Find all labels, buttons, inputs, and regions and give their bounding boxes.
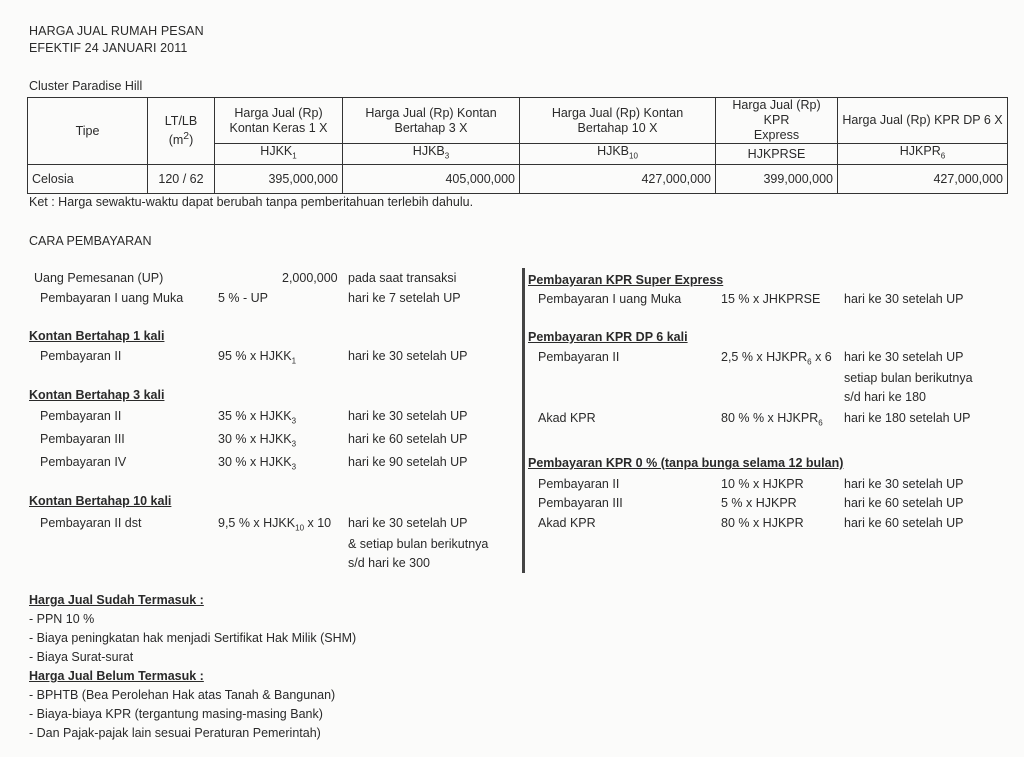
header-ltlb: LT/LB $(m^2)$ [148, 98, 215, 165]
k0-r1-label: Pembayaran II [538, 477, 620, 491]
table-header-row [28, 98, 1008, 144]
list-item: - Biaya Surat-surat [29, 650, 134, 664]
effective-date: EFEKTIF 24 JANUARI 2011 [29, 41, 188, 55]
kb10-r1-when-2: & setiap bulan berikutnya [348, 537, 489, 551]
dp6-r2-pct: 80 % % x $HJKPR_6$ [721, 411, 823, 428]
se-title: Pembayaran KPR Super Express [528, 273, 724, 287]
cell-kontan-keras: 395,000,000 [215, 165, 343, 194]
dp6-r1-label: Pembayaran II [538, 350, 620, 364]
kb3-r1-when: hari ke 30 setelah UP [348, 409, 468, 423]
se-r1-when: hari ke 30 setelah UP [844, 292, 964, 306]
kb10-r1-pct: 9,5 % x $HJKK_{10}$ x 10 [218, 516, 332, 533]
k0-r2-when: hari ke 60 setelah UP [844, 496, 964, 510]
up-when: pada saat transaksi [348, 271, 457, 285]
kb10-r1-when: hari ke 30 setelah UP [348, 516, 468, 530]
kb3-r2-label: Pembayaran III [40, 432, 125, 446]
price-note: Ket : Harga sewaktu-waktu dapat berubah tanpa pemberitahuan terlebih dahulu. [29, 195, 474, 209]
list-item: - PPN 10 % [29, 612, 95, 626]
dp6-r1-pct: 2,5 % x $HJKPR_6$ x 6 [721, 350, 832, 367]
included-title: Harga Jual Sudah Termasuk : [29, 593, 204, 607]
kb10-r1-when-3: s/d hari ke 300 [348, 556, 430, 570]
cell-kontan-bertahap-10: 427,000,000 [520, 165, 716, 194]
code-hjkprse: HJKPRSE [716, 144, 838, 165]
k0-r2-label: Pembayaran III [538, 496, 623, 510]
cluster-name: Cluster Paradise Hill [29, 79, 143, 93]
dp6-r2-label: Akad KPR [538, 411, 596, 425]
code-hjkpr6: $HJKPR_6$ [838, 144, 1008, 165]
header-kpr-express: Harga Jual (Rp) KPR Express [716, 98, 838, 144]
dp6-r1-when-3: s/d hari ke 180 [844, 390, 926, 404]
kb3-r1-pct: 35 % x $HJKK_3$ [218, 409, 297, 426]
kb3-r2-pct: 30 % x $HJKK_3$ [218, 432, 297, 449]
um-pct: 5 % - UP [218, 291, 269, 305]
k0-r3-label: Akad KPR [538, 516, 596, 530]
kb1-r1-label: Pembayaran II [40, 349, 122, 363]
k0-r1-pct: 10 % x HJKPR [721, 477, 804, 491]
um-when: hari ke 7 setelah UP [348, 291, 461, 305]
kb3-title: Kontan Bertahap 3 kali [29, 388, 165, 402]
list-item: - BPHTB (Bea Perolehan Hak atas Tanah & Bangunan) [29, 688, 336, 702]
up-label: Uang Pemesanan (UP) [34, 271, 164, 285]
kb3-r3-pct: 30 % x $HJKK_3$ [218, 455, 297, 472]
cell-kpr-dp6: 427,000,000 [838, 165, 1008, 194]
dp6-r1-when-2: setiap bulan berikutnya [844, 371, 973, 385]
header-kontan-bertahap-10: Harga Jual (Rp) Kontan Bertahap 10 X [520, 98, 716, 144]
dp6-r1-when: hari ke 30 setelah UP [844, 350, 964, 364]
cell-kontan-bertahap-3: 405,000,000 [343, 165, 520, 194]
up-amount: 2,000,000 [282, 271, 338, 285]
kb1-r1-when: hari ke 30 setelah UP [348, 349, 468, 363]
kb3-r3-when: hari ke 90 setelah UP [348, 455, 468, 469]
list-item: - Dan Pajak-pajak lain sesuai Peraturan Pemerintah) [29, 726, 321, 740]
column-divider [522, 268, 525, 573]
kb10-title: Kontan Bertahap 10 kali [29, 494, 172, 508]
kb1-title: Kontan Bertahap 1 kali [29, 329, 165, 343]
kb10-r1-label: Pembayaran II dst [40, 516, 142, 530]
document-title: HARGA JUAL RUMAH PESAN [29, 24, 204, 38]
se-r1-label: Pembayaran I uang Muka [538, 292, 682, 306]
header-tipe: Tipe [28, 98, 148, 165]
cell-kpr-express: 399,000,000 [716, 165, 838, 194]
k0-r3-pct: 80 % x HJKPR [721, 516, 804, 530]
k0-r3-when: hari ke 60 setelah UP [844, 516, 964, 530]
um-label: Pembayaran I uang Muka [40, 291, 184, 305]
excluded-title: Harga Jual Belum Termasuk : [29, 669, 204, 683]
k0-r1-when: hari ke 30 setelah UP [844, 477, 964, 491]
price-table [27, 97, 1008, 194]
code-hjkk: $HJKK_1$ [215, 144, 343, 165]
cell-ltlb: 120 / 62 [148, 165, 215, 194]
kb3-r1-label: Pembayaran II [40, 409, 122, 423]
header-kpr-dp6: Harga Jual (Rp) KPR DP 6 X [838, 98, 1008, 144]
k0-r2-pct: 5 % x HJKPR [721, 496, 797, 510]
dp6-title: Pembayaran KPR DP 6 kali [528, 330, 688, 344]
header-kontan-keras: Harga Jual (Rp) Kontan Keras 1 X [215, 98, 343, 144]
table-row [28, 165, 1008, 194]
dp6-r2-when: hari ke 180 setelah UP [844, 411, 971, 425]
list-item: - Biaya peningkatan hak menjadi Sertifikat Hak Milik (SHM) [29, 631, 357, 645]
code-hjkb3: $HJKB_3$ [343, 144, 520, 165]
cell-tipe: Celosia [28, 165, 148, 194]
section-cara-pembayaran: CARA PEMBAYARAN [29, 234, 152, 248]
header-kontan-bertahap-3: Harga Jual (Rp) Kontan Bertahap 3 X [343, 98, 520, 144]
kb1-r1-pct: 95 % x $HJKK_1$ [218, 349, 297, 366]
kb3-r2-when: hari ke 60 setelah UP [348, 432, 468, 446]
k0-title: Pembayaran KPR 0 % (tanpa bunga selama 12 bulan) [528, 456, 844, 470]
list-item: - Biaya-biaya KPR (tergantung masing-masing Bank) [29, 707, 323, 721]
se-r1-pct: 15 % x JHKPRSE [721, 292, 821, 306]
kb3-r3-label: Pembayaran IV [40, 455, 127, 469]
code-hjkb10: $HJKB_{10}$ [520, 144, 716, 165]
